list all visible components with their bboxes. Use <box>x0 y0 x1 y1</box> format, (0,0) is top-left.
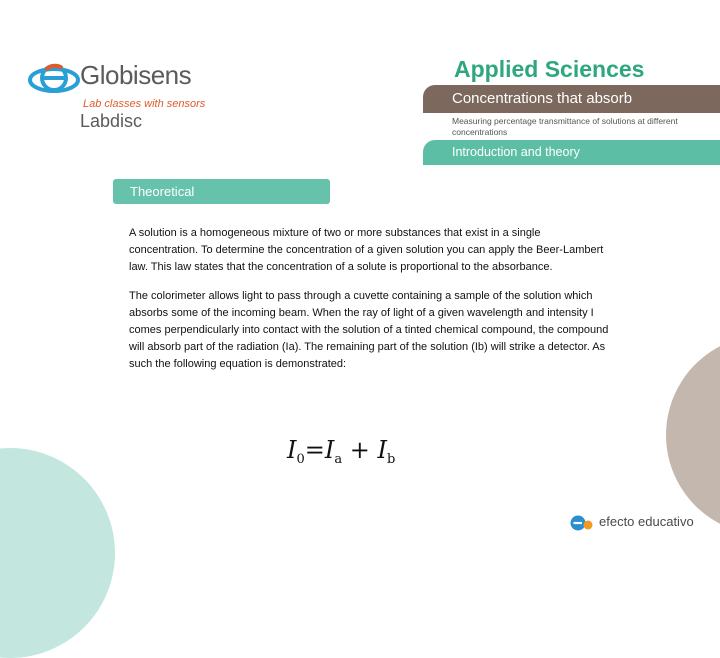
equation-term1-sub: a <box>334 452 343 467</box>
decorative-teal-circle <box>0 448 115 658</box>
body-text <box>129 225 611 385</box>
decorative-taupe-circle <box>666 335 720 535</box>
intensity-equation <box>287 436 395 467</box>
logo-name: Globisens <box>80 60 192 90</box>
equation-term1-var: I <box>324 436 335 464</box>
topic-subtitle: Measuring percentage transmittance of solutions at different concentrations <box>452 116 678 137</box>
efecto-educativo-mark-icon <box>569 513 593 533</box>
equation-term2-sub: b <box>386 452 396 467</box>
globisens-logo <box>28 56 206 136</box>
equation-equals: = <box>304 436 325 464</box>
paragraph-colorimeter: The colorimeter allows light to pass through a cuvette containing a sample of the solution which absorbs some of the incoming beam. When the ray of light of a given wavelength and intensity I comes perpendicularly into contact with the solution of a tinted chemical compound, the compound will absorb part of the radiation (Ia). The remaining part of the solution (Ib) will strike a detector. As such the following equation is demonstrated: <box>129 290 609 370</box>
equation-lhs-var: I <box>287 436 297 464</box>
equation-plus: + <box>342 436 378 464</box>
paragraph-beer-lambert: A solution is a homogeneous mixture of two or more substances that exist in a single concentration. To determine the concentration of a given solution you can apply the Beer-Lambert law. This law states that the concentration of a solute is proportional to the absorbance. <box>129 227 604 273</box>
brand-title: Applied Sciences <box>454 56 645 82</box>
equation-term2-var: I <box>377 436 387 464</box>
logo-product-name: Labdisc <box>80 111 143 131</box>
footer-brand: efecto educativo <box>599 514 694 529</box>
globe-orbit-icon <box>28 58 84 102</box>
section-label-tab: Theoretical <box>113 179 330 204</box>
logo-tagline: Lab classes with sensors <box>83 98 206 110</box>
equation-lhs-sub: 0 <box>296 452 305 467</box>
section-band: Introduction and theory <box>423 140 720 165</box>
topic-title-band: Concentrations that absorb <box>423 85 720 113</box>
